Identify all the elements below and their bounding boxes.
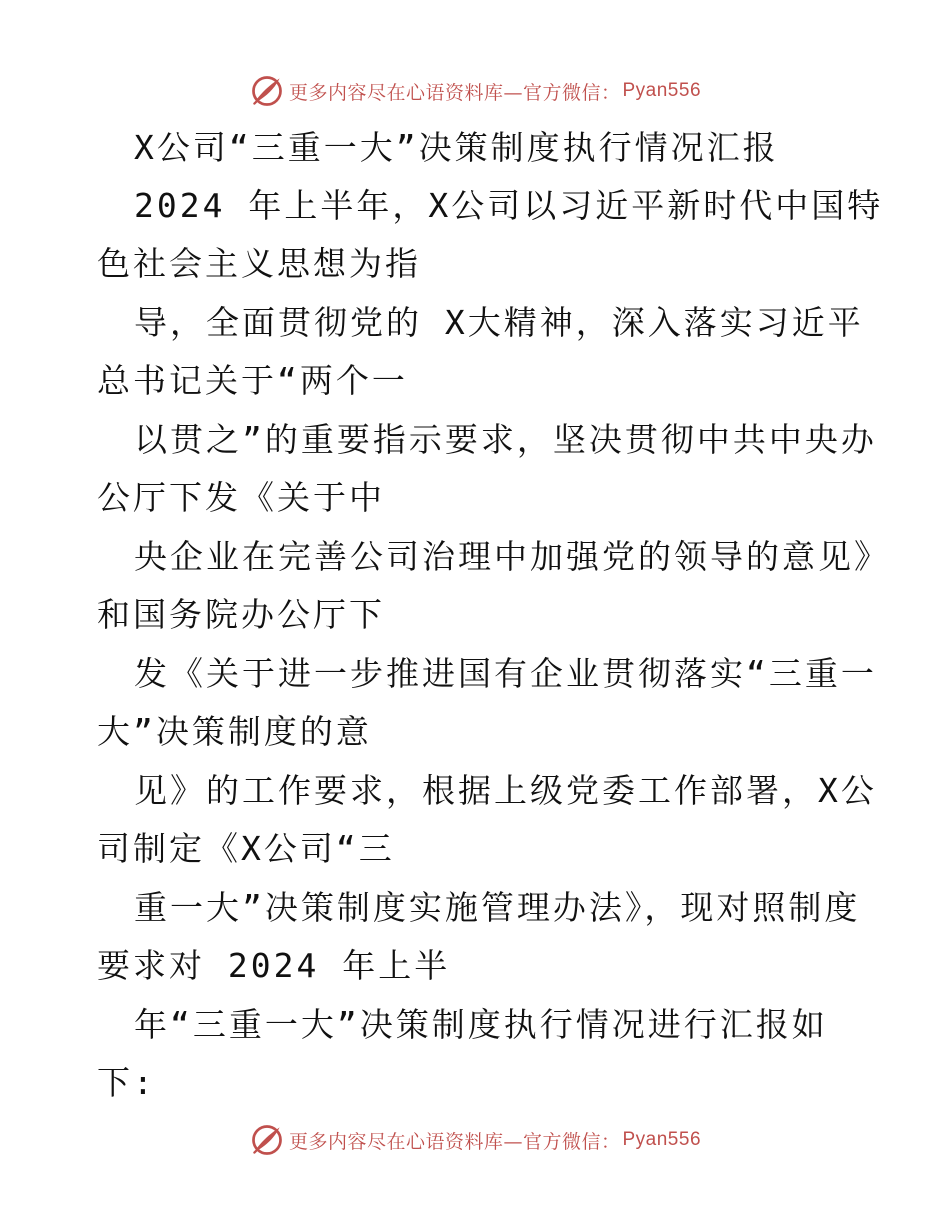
paragraph-line: 发《关于进一步推进国有企业贯彻落实“三重一 bbox=[134, 654, 877, 693]
quill-pen-logo-icon bbox=[249, 1122, 285, 1158]
paragraph-line: 总书记关于“两个一 bbox=[97, 361, 408, 400]
watermark-wechat-id: Pyan556 bbox=[622, 1129, 702, 1150]
paragraph-line: 重一大”决策制度实施管理办法》，现对照制度 bbox=[134, 888, 861, 927]
paragraph-line: 公厅下发《关于中 bbox=[97, 478, 385, 517]
document-title: X公司“三重一大”决策制度执行情况汇报 bbox=[134, 128, 779, 167]
paragraph-line: 以贯之”的重要指示要求，坚决贯彻中共中央办 bbox=[134, 420, 877, 459]
paragraph-line: 年“三重一大”决策制度执行情况进行汇报如 bbox=[134, 1005, 828, 1044]
paragraph-line: 2024 年上半年，X公司以习近平新时代中国特 bbox=[134, 186, 884, 225]
watermark-text: 更多内容尽在心语资料库—官方微信： bbox=[288, 81, 621, 104]
paragraph-line: 导，全面贯彻党的 X大精神，深入落实习近平 bbox=[134, 303, 864, 342]
watermark-text: 更多内容尽在心语资料库—官方微信： bbox=[288, 1130, 621, 1153]
paragraph-line: 和国务院办公厅下 bbox=[97, 595, 385, 634]
paragraph-line: 司制定《X公司“三 bbox=[97, 829, 395, 868]
paragraph-line: 要求对 2024 年上半 bbox=[97, 946, 451, 985]
paragraph-line: 大”决策制度的意 bbox=[97, 712, 372, 751]
footer-watermark bbox=[0, 1120, 950, 1160]
paragraph-line: 见》的工作要求，根据上级党委工作部署，X公 bbox=[134, 771, 877, 810]
watermark-wechat-id: Pyan556 bbox=[622, 80, 702, 101]
paragraph-line: 下: bbox=[97, 1063, 156, 1102]
paragraph-line: 色社会主义思想为指 bbox=[97, 244, 421, 283]
paragraph-line: 央企业在完善公司治理中加强党的领导的意见》 bbox=[134, 537, 890, 576]
